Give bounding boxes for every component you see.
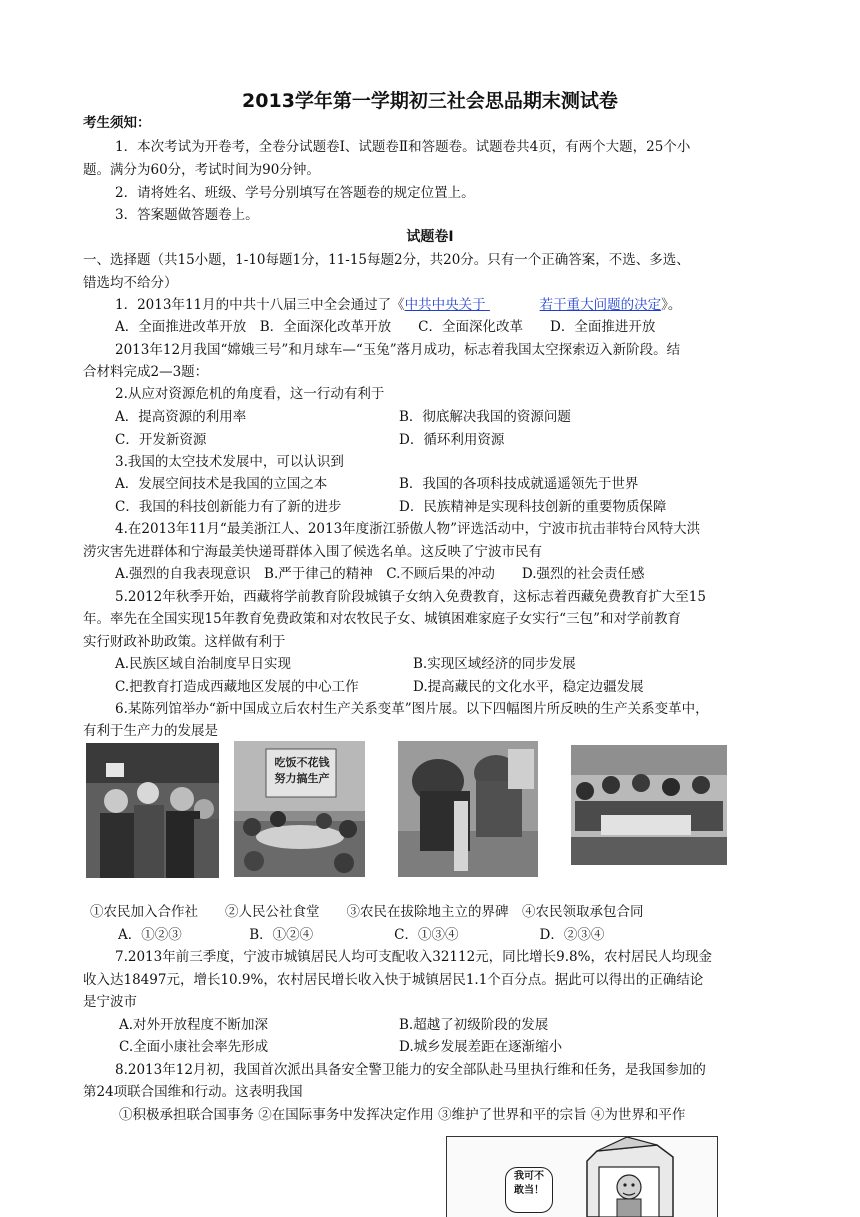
question-8-stem-cont: 第24项联合国维和行动。这表明我国 [83, 1084, 303, 1100]
question-3-option-b: B．我国的各项科技成就遥遥领先于世界 [399, 476, 639, 492]
notice-heading: 考生须知： [83, 115, 151, 131]
question-1-options: A．全面推进改革开放 B．全面深化改革开放 C．全面深化改革 D．全面推进开放 [115, 319, 656, 335]
question-5-option-a: A.民族区域自治制度早日实现 [115, 656, 292, 672]
question-5-option-d: D.提高藏民的文化水平，稳定边疆发展 [413, 679, 644, 695]
material-2-3: 2013年12月我国“嫦娥三号”和月球车—“玉兔”落月成功，标志着我国太空探索迈入新阶段。结 [115, 342, 681, 358]
question-3-option-a: A．发展空间技术是我国的立国之本 [115, 476, 328, 492]
question-4-stem-cont: 涝灾害先进群体和宁海最美快递哥群体入围了候选名单。这反映了宁波市民有 [83, 544, 542, 560]
question-1-stem-pre: 1．2013年11月的中共十八届三中全会通过了《 [115, 297, 405, 313]
question-5-stem-cont2: 实行财政补助政策。这样做有利于 [83, 634, 286, 650]
notice-item-1-cont: 题。满分为60分，考试时间为90分钟。 [83, 162, 320, 178]
question-6-options: A．①②③ B．①②④ C．①③④ D．②③④ [118, 927, 605, 943]
question-3-option-c: C．我国的科技创新能力有了新的进步 [115, 499, 342, 515]
photo-contract-signing [571, 745, 727, 865]
question-8-options: ①积极承担联合国事务 ②在国际事务中发挥决定作用 ③维护了世界和平的宗旨 ④为世界和平作 [119, 1107, 686, 1123]
question-4-stem: 4.在2013年11月“最美浙江人、2013年度浙江骄傲人物”评选活动中，宁波市抗击菲特台风特大洪 [115, 521, 701, 537]
question-1-stem-post: 》。 [661, 297, 682, 313]
question-1-stem [115, 295, 681, 315]
question-8-stem: 8.2013年12月初，我国首次派出具备安全警卫能力的安全部队赴马里执行维和任务，是我国参加的 [115, 1062, 706, 1078]
material-2-3-cont: 合材料完成2—3题： [83, 364, 209, 380]
notice-item-3: 3．答案题做答题卷上。 [115, 207, 259, 223]
question-7-stem: 7.2013年前三季度，宁波市城镇居民人均可支配收入32112元，同比增长9.8%，农村居民人均现金 [115, 949, 712, 965]
question-5-stem-cont: 年。率先在全国实现15年教育免费政策和对农牧民子女、城镇困难家庭子女实行“三包”和对学前教育 [83, 611, 681, 627]
question-5-stem: 5.2012年秋季开始，西藏将学前教育阶段城镇子女纳入免费教育，这标志着西藏免费教育扩大至15 [115, 589, 706, 605]
question-7-option-d: D.城乡发展差距在逐渐缩小 [399, 1039, 563, 1055]
question-2-stem: 2.从应对资源危机的角度看，这一行动有利于 [115, 386, 385, 402]
part1-heading: 一、选择题（共15小题，1-10每题1分，11-15每题2分，共20分。只有一个正确答案，不选、多选、 [83, 252, 690, 268]
question-7-stem-cont2: 是宁波市 [83, 994, 137, 1010]
notice-item-1: 1．本次考试为开卷考，全卷分试题卷Ⅰ、试题卷Ⅱ和答题卷。试题卷共4页，有两个大题，25个小 [115, 139, 691, 155]
question-1-link-a[interactable]: 中共中央关于 [404, 297, 486, 313]
photo-canteen-sign-line1: 吃饭不花钱 [274, 756, 330, 769]
part1-heading-cont: 错选均不给分） [83, 275, 178, 291]
question-1-link-b[interactable]: 若干重大问题的决定 [539, 297, 662, 313]
photo-boundary-marker [398, 741, 538, 877]
notice-item-2: 2．请将姓名、班级、学号分别填写在答题卷的规定位置上。 [115, 185, 475, 201]
question-6-stem-cont: 有利于生产力的发展是 [83, 723, 218, 739]
cartoon-illustration [446, 1136, 718, 1217]
question-5-option-b: B.实现区域经济的同步发展 [413, 656, 576, 672]
cartoon-bubble-line1: 我可不 [514, 1171, 544, 1182]
cartoon-speech-bubble [505, 1167, 553, 1213]
question-7-option-c: C.全面小康社会率先形成 [119, 1039, 269, 1055]
question-4-options: A.强烈的自我表现意识 B.严于律己的精神 C.不顾后果的冲动 D.强烈的社会责任感 [115, 566, 645, 582]
question-2-option-c: C．开发新资源 [115, 432, 207, 448]
question-2-option-a: A．提高资源的利用率 [115, 409, 247, 425]
cartoon-bubble-line2: 敢当！ [514, 1185, 544, 1196]
question-5-option-c: C.把教育打造成西藏地区发展的中心工作 [115, 679, 359, 695]
question-2-option-d: D．循环利用资源 [399, 432, 505, 448]
photo-canteen-sign [268, 755, 336, 787]
question-1-blank [486, 295, 540, 315]
section-title: 试题卷Ⅰ [406, 229, 454, 245]
photo-commune-canteen [234, 741, 365, 877]
question-6-stem: 6.某陈列馆举办“新中国成立后农村生产关系变革”图片展。以下四幅图片所反映的生产关系变革中， [115, 701, 709, 717]
question-2-option-b: B．彻底解决我国的资源问题 [399, 409, 571, 425]
exam-title: 2013学年第一学期初三社会思品期末测试卷 [242, 90, 618, 112]
photo-cooperative [86, 743, 219, 878]
question-3-option-d: D．民族精神是实现科技创新的重要物质保障 [399, 499, 667, 515]
question-7-option-b: B.超越了初级阶段的发展 [399, 1017, 549, 1033]
question-3-stem: 3.我国的太空技术发展中，可以认识到 [115, 454, 344, 470]
photo-canteen-sign-line2: 努力搞生产 [274, 772, 330, 785]
question-7-option-a: A.对外开放程度不断加深 [119, 1017, 269, 1033]
question-6-captions: ①农民加入合作社 ②人民公社食堂 ③农民在拔除地主立的界碑 ④农民领取承包合同 [90, 904, 644, 920]
question-7-stem-cont: 收入达18497元，增长10.9%，农村居民增长收入快于城镇居民1.1个百分点。据此可以得出的正确结论 [83, 972, 704, 988]
